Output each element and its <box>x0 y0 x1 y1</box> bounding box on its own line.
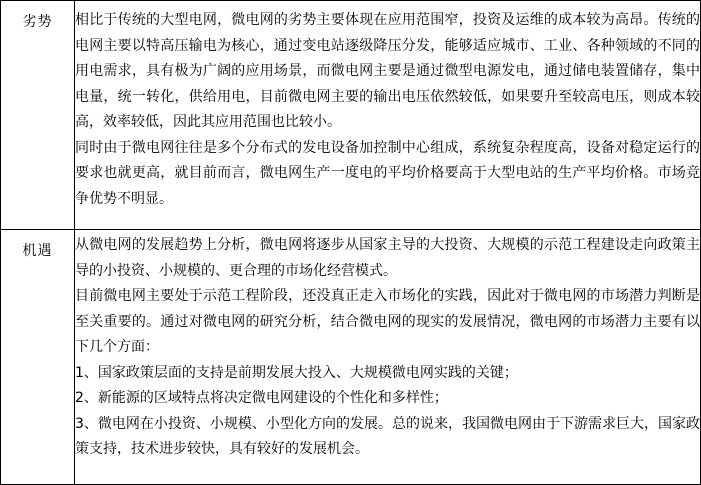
opportunity-point-1: 1、国家政策层面的支持是前期发展大投入、大规模微电网实践的关键； <box>75 364 518 381</box>
weakness-paragraph-2: 同时由于微电网往往是多个分布式的发电设备加控制中心组成，系统复杂程度高，设备对稳定运行的要求也就更高，就目前而言，微电网生产一度电的平均价格要高于大型电站的生产平均价格。市场竞争优势不明显。 <box>75 139 700 207</box>
opportunity-point-2: 2、新能源的区域特点将决定微电网建设的个性化和多样性； <box>75 390 448 406</box>
row-label-weakness: 劣势 <box>22 14 53 30</box>
row-label-cell <box>1 1 75 230</box>
opportunity-point-3: 3、微电网在小投资、小规模、小型化方向的发展。总的说来，我国微电网由于下游需求巨大，国家政策支持，技术进步较快，具有较好的发展机会。 <box>75 415 700 457</box>
row-label-cell <box>1 230 75 485</box>
row-content-cell <box>75 230 701 485</box>
row-label-opportunity: 机遇 <box>22 243 53 259</box>
table-row-weakness <box>1 1 701 230</box>
table-row-opportunity <box>1 230 701 485</box>
opportunity-paragraph-1: 从微电网的发展趋势上分析，微电网将逐步从国家主导的大投资、大规模的示范工程建设走向政策主导的小投资、小规模的、更合理的市场化经营模式。 <box>75 237 700 279</box>
weakness-paragraph-1: 相比于传统的大型电网，微电网的劣势主要体现在应用范围窄，投资及运维的成本较为高昂。传统的电网主要以特高压输电为核心，通过变电站逐级降压分发，能够适应城市、工业、各种领域的不同的用电需求，具有极为广阔的应用场景，而微电网主要是通过微型电源发电，通过储电装置储存，集中电量，统一转化，供给用电，目前微电网主要的输出电压依然较低，如果要升至较高电压，则成本较高，效率较低，因此其应用范围也比较小。 <box>75 12 700 130</box>
opportunity-paragraph-2: 目前微电网主要处于示范工程阶段，还没真正走入市场化的实践，因此对于微电网的市场潜力判断是至关重要的。通过对微电网的研究分析，结合微电网的现实的发展情况，微电网的市场潜力主要有以下几个方面： <box>75 288 700 355</box>
row-content-cell <box>75 1 701 230</box>
